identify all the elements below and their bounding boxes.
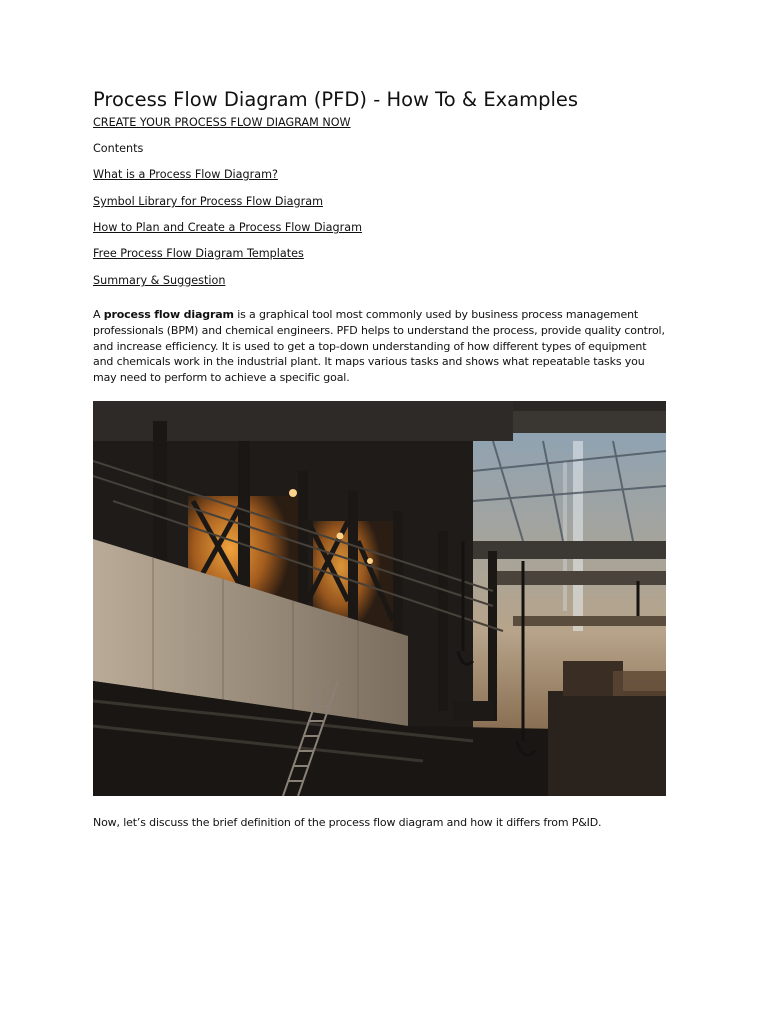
closing-sentence: Now, let’s discuss the brief definition of the process flow diagram and how it differs from P&ID.	[93, 816, 602, 829]
toc-link-what-is-pfd[interactable]: What is a Process Flow Diagram?	[93, 168, 278, 181]
industrial-plant-photo	[93, 401, 666, 796]
toc-link-free-templates[interactable]: Free Process Flow Diagram Templates	[93, 247, 304, 260]
toc-link-how-to-plan[interactable]: How to Plan and Create a Process Flow Diagram	[93, 221, 362, 234]
contents-heading: Contents	[93, 142, 144, 155]
create-diagram-link[interactable]: CREATE YOUR PROCESS FLOW DIAGRAM NOW	[93, 116, 351, 129]
intro-body: is a graphical tool most commonly used by business process management professionals (BPM) and chemical engineers. PFD helps to understand the process, provide quality control, and increase efficiency. It is used to get a top-down understanding of how different types of equipment and chemicals work in the industrial plant. It maps various tasks and shows what repeatable tasks you may need to perform to achieve a specific goal.	[93, 308, 665, 385]
page-title: Process Flow Diagram (PFD) - How To & Examples	[93, 88, 579, 111]
intro-bold-term: process flow diagram	[103, 308, 234, 321]
intro-paragraph	[93, 307, 669, 386]
toc-link-symbol-library[interactable]: Symbol Library for Process Flow Diagram	[93, 195, 323, 208]
intro-lead: A	[93, 308, 104, 321]
toc-link-summary[interactable]: Summary & Suggestion	[93, 274, 226, 287]
